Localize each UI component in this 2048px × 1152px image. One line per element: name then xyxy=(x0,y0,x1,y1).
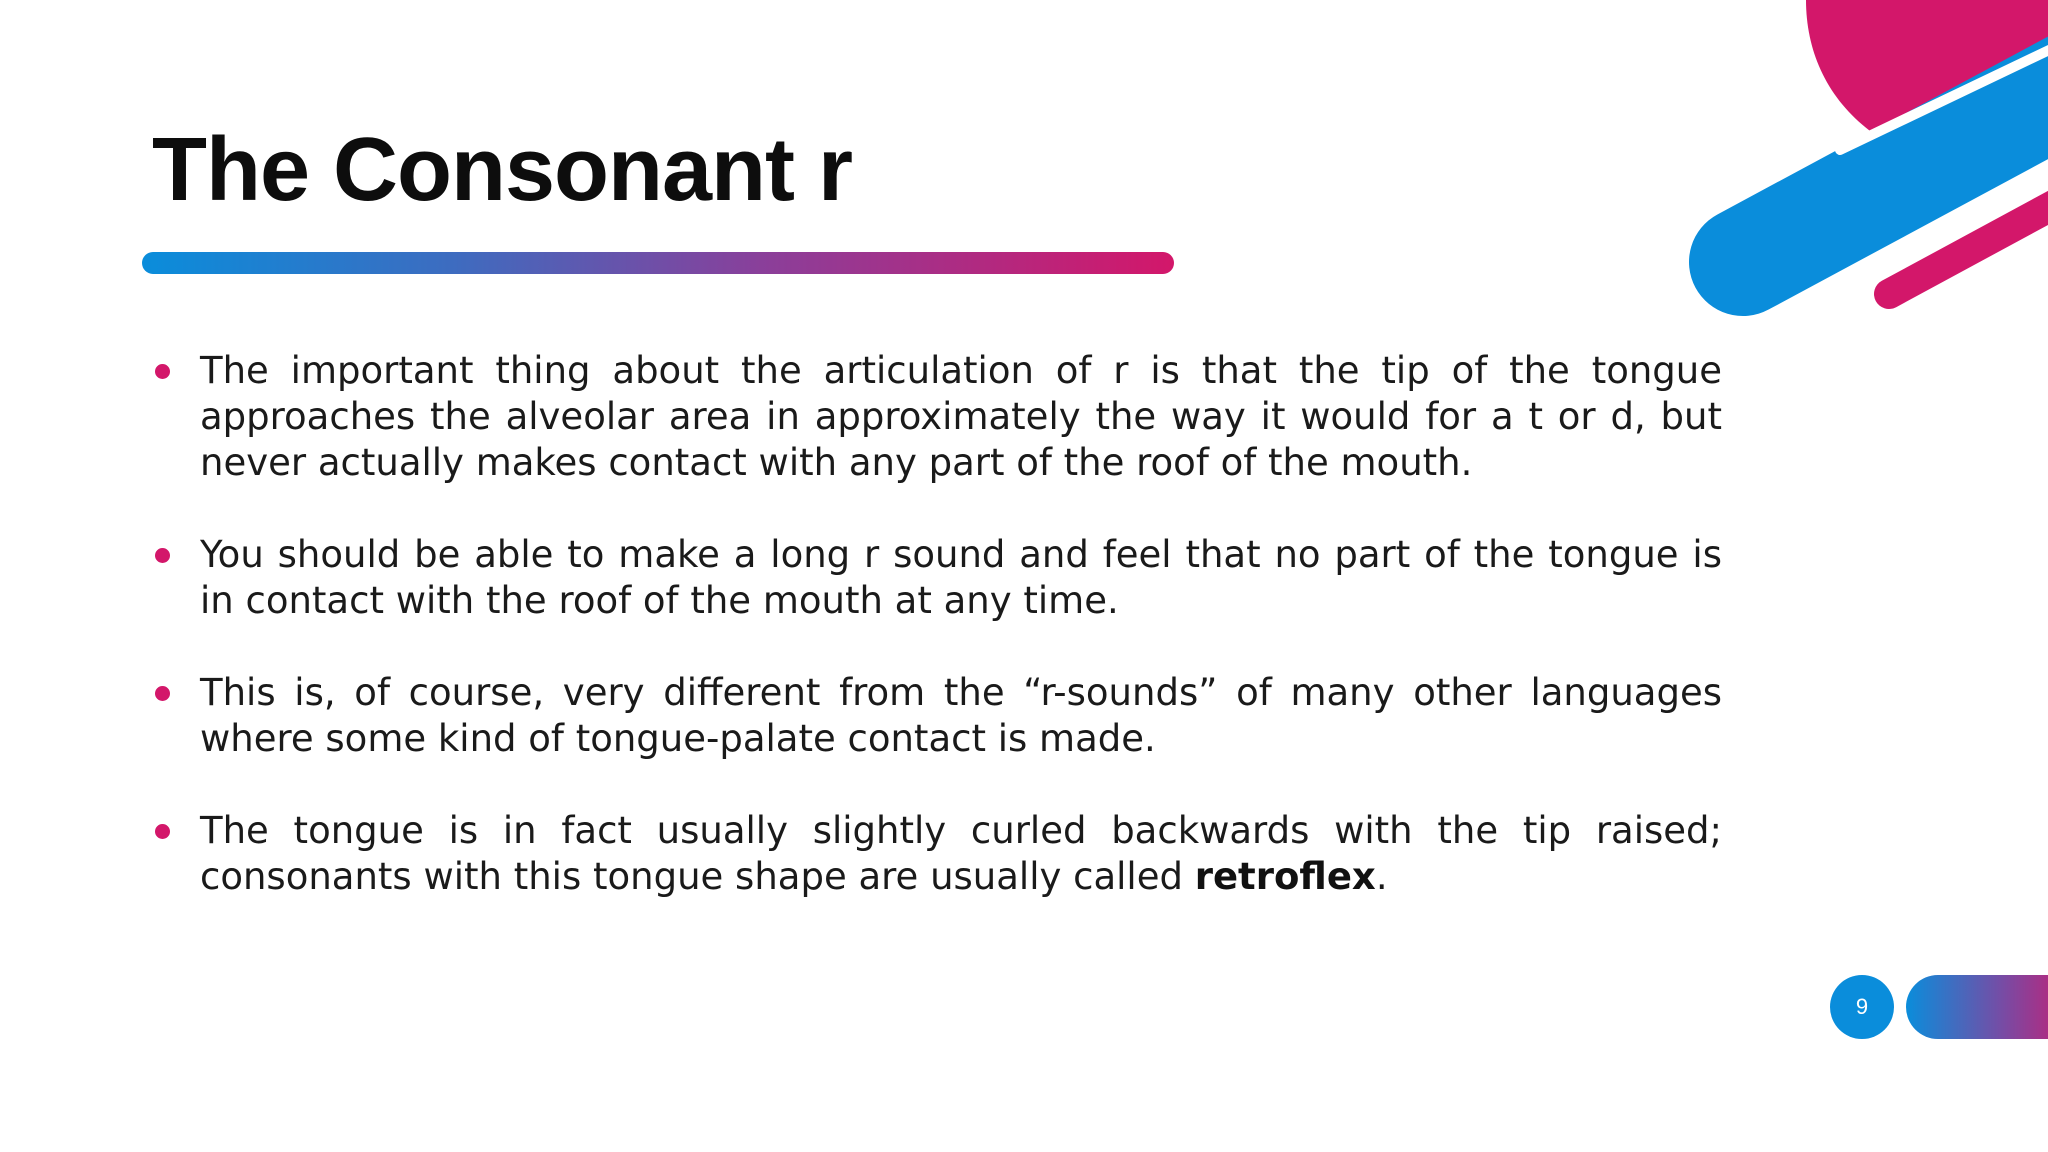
title-underline-bar xyxy=(142,252,1174,274)
bullet-item-1 xyxy=(152,348,1722,486)
white-separator-shape xyxy=(1840,40,2048,150)
bullet-text-after: . xyxy=(1375,855,1388,898)
bullet-text: This is, of course, very different from the “r-sounds” of many other languages where some kind of tongue-palate contact is made. xyxy=(200,671,1722,760)
bullet-list xyxy=(152,348,1722,946)
slide-title: The Consonant r xyxy=(152,120,852,220)
bullet-dot-icon xyxy=(155,364,170,379)
bullet-dot-icon xyxy=(155,824,170,839)
blue-stripe-shape xyxy=(1743,86,2048,262)
bullet-dot-icon xyxy=(155,548,170,563)
bold-term: retroflex xyxy=(1194,855,1376,898)
bullet-text-before: The tongue is in fact usually slightly curled backwards with the tip raised; consonants with this tongue shape are usually called xyxy=(200,809,1722,898)
magenta-blob-shape xyxy=(1806,0,2048,138)
page-decor-pill xyxy=(1906,975,2048,1039)
bullet-text: The important thing about the articulation of r is that the tip of the tongue approaches the alveolar area in approximately the way it would for a t or d, but never actually makes contact with any part of the roof of the mouth. xyxy=(200,349,1722,484)
bullet-item-2 xyxy=(152,532,1722,624)
magenta-stripe-shape xyxy=(1889,196,2048,294)
bullet-dot-icon xyxy=(155,686,170,701)
page-number-badge: 9 xyxy=(1830,975,1894,1039)
bullet-item-3 xyxy=(152,670,1722,762)
bullet-text: You should be able to make a long r sound and feel that no part of the tongue is in contact with the roof of the mouth at any time. xyxy=(200,533,1722,622)
bullet-text xyxy=(200,809,1722,898)
bullet-item-4 xyxy=(152,808,1722,900)
